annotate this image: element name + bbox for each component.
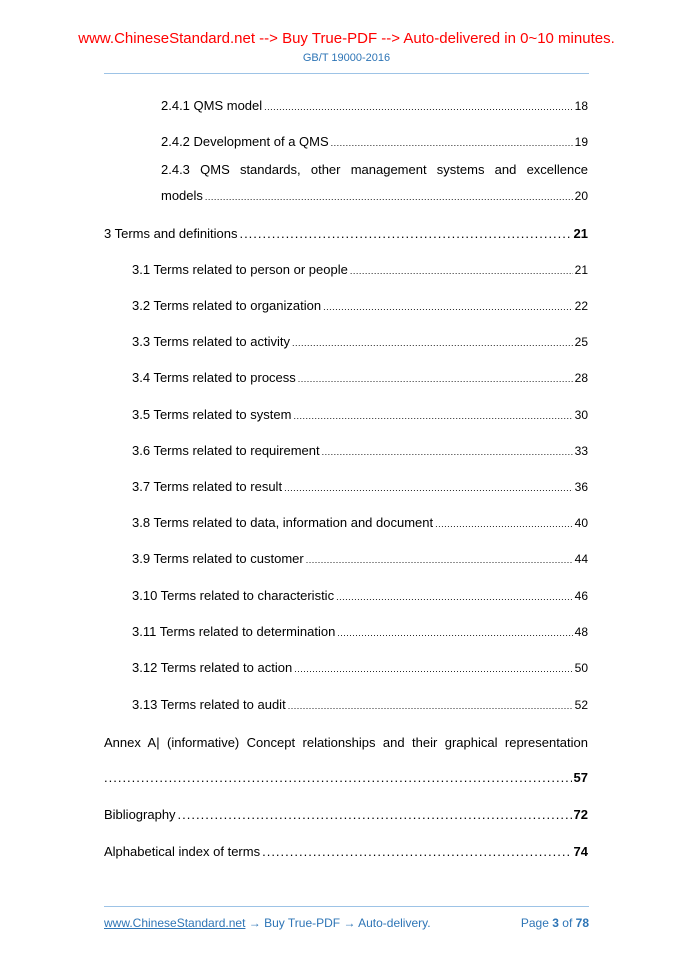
toc-entry-3-13[interactable] [132, 697, 588, 714]
toc-title: 3.12 Terms related to action [132, 660, 293, 675]
toc-title: 3.9 Terms related to customer [132, 551, 304, 566]
toc-title: 3 Terms and definitions [104, 226, 238, 241]
toc-leader [331, 135, 573, 151]
header-banner: www.ChineseStandard.net --> Buy True-PDF --> Auto-delivered in 0~10 minutes. [78, 30, 615, 47]
toc-title: 3.4 Terms related to process [132, 370, 296, 385]
toc-title: 2.4.1 QMS model [161, 98, 263, 113]
toc-entry-2-4-2[interactable] [161, 134, 588, 151]
toc-leader [294, 661, 572, 677]
footer-tail: → Buy True-PDF → Auto-delivery. [245, 916, 431, 930]
toc-page: 18 [574, 99, 588, 113]
toc-title: 2.4.2 Development of a QMS [161, 134, 329, 149]
standard-id: GB/T 19000-2016 [302, 52, 391, 64]
toc-title: 3.5 Terms related to system [132, 407, 292, 422]
toc-leader [104, 770, 572, 786]
toc-entry-annex-a[interactable] [104, 770, 588, 786]
toc-page: 72 [573, 807, 588, 822]
toc-page: 57 [573, 770, 588, 785]
toc-page: 20 [574, 189, 588, 203]
toc-leader [293, 408, 572, 424]
toc-page: 21 [574, 263, 588, 277]
toc-entry-3-6[interactable] [132, 443, 588, 460]
toc-page: 28 [574, 371, 588, 385]
toc-leader [336, 589, 573, 605]
toc-entry-2-4-1[interactable] [161, 98, 588, 115]
toc-page: 52 [574, 698, 588, 712]
toc-title: 3.10 Terms related to characteristic [132, 588, 335, 603]
toc-page: 74 [573, 844, 588, 859]
toc-page: 50 [574, 661, 588, 675]
toc-entry-3-8[interactable] [132, 515, 588, 532]
footer-link[interactable]: www.ChineseStandard.net [104, 916, 246, 930]
page-number [521, 916, 589, 930]
toc-entry-3-2[interactable] [132, 298, 588, 315]
toc-title: 3.11 Terms related to determination [132, 624, 336, 639]
toc-title: models [161, 188, 203, 203]
toc-title: 3.2 Terms related to organization [132, 298, 322, 313]
toc-leader [264, 99, 572, 115]
toc-leader [435, 516, 573, 532]
toc-page: 48 [574, 625, 588, 639]
toc-title: 3.6 Terms related to requirement [132, 443, 320, 458]
toc-page: 21 [573, 226, 588, 241]
page-total: 78 [575, 916, 589, 930]
toc-title: 3.3 Terms related to activity [132, 334, 290, 349]
toc-leader [350, 263, 573, 279]
toc-leader [288, 698, 573, 714]
toc-leader [306, 552, 573, 568]
toc-page: 33 [574, 444, 588, 458]
footer [104, 916, 589, 930]
toc-page: 30 [574, 408, 588, 422]
footer-promo [104, 916, 431, 930]
toc-entry-3[interactable] [104, 226, 588, 242]
toc-leader [337, 625, 572, 641]
toc-entry-index[interactable] [104, 844, 588, 860]
toc-entry-3-12[interactable] [132, 660, 588, 677]
toc-leader [298, 371, 573, 387]
toc-entry-annex-a-title[interactable]: Annex A| (informative) Concept relationships and their graphical representation [104, 735, 588, 750]
toc-page: 40 [574, 516, 588, 530]
toc-entry-3-1[interactable] [132, 262, 588, 279]
toc-page: 22 [574, 299, 588, 313]
toc-entry-3-11[interactable] [132, 624, 588, 641]
toc-leader [292, 335, 573, 351]
toc-page: 46 [574, 589, 588, 603]
toc-entry-3-5[interactable] [132, 407, 588, 424]
toc-leader [284, 480, 573, 496]
toc-title: 3.7 Terms related to result [132, 479, 283, 494]
toc-entry-3-4[interactable] [132, 370, 588, 387]
page-label: Page [520, 916, 549, 930]
toc-entry-3-9[interactable] [132, 551, 588, 568]
toc-entry-3-3[interactable] [132, 334, 588, 351]
toc-title: 3.13 Terms related to audit [132, 697, 286, 712]
page-of: of [562, 916, 573, 930]
toc-entry-3-10[interactable] [132, 588, 588, 605]
toc-leader [323, 299, 573, 315]
page-current: 3 [552, 916, 559, 930]
toc-title: 3.8 Terms related to data, information and document [132, 515, 434, 530]
toc-leader [205, 189, 573, 205]
toc-page: 19 [574, 135, 588, 149]
toc-page: 36 [574, 480, 588, 494]
toc-title: 3.1 Terms related to person or people [132, 262, 348, 277]
toc-entry-3-7[interactable] [132, 479, 588, 496]
toc-leader [322, 444, 573, 460]
toc-leader [262, 844, 571, 860]
toc-entry-2-4-3[interactable] [161, 188, 588, 205]
toc-title: Alphabetical index of terms [104, 844, 261, 859]
footer-rule [104, 906, 589, 907]
toc-leader [239, 226, 571, 242]
toc-page: 25 [574, 335, 588, 349]
header-rule [104, 73, 589, 74]
toc-leader [178, 807, 572, 823]
toc-entry-2-4-3-line1[interactable]: 2.4.3 QMS standards, other management systems and excellence [161, 162, 588, 177]
toc-page: 44 [574, 552, 588, 566]
toc-title: Bibliography [104, 807, 176, 822]
toc-entry-bibliography[interactable] [104, 807, 588, 823]
